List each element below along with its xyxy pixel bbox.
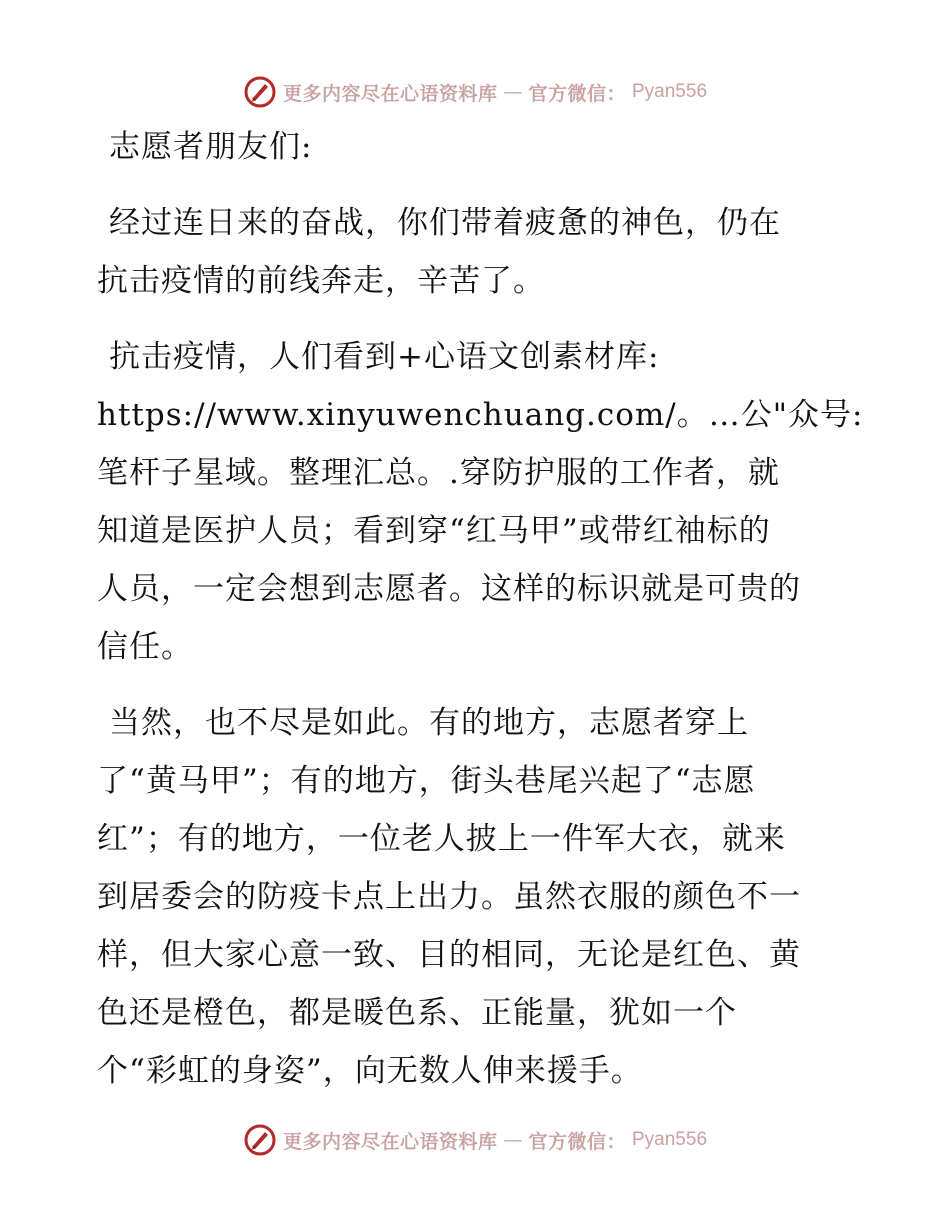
footer-wechat-label: 官方微信： xyxy=(528,1130,626,1153)
footer-wechat-id: Pyan556 xyxy=(632,1129,708,1150)
header-banner-separator: — xyxy=(503,81,523,103)
paragraph-3 xyxy=(97,694,857,1100)
paragraph-line: 个“彩虹的身姿”，向无数人伸来援手。 xyxy=(97,1053,643,1089)
header-wechat-label: 官方微信： xyxy=(528,82,626,105)
paragraph-line: 当然，也不尽是如此。有的地方，志愿者穿上 xyxy=(109,705,749,741)
paragraph-1 xyxy=(97,194,857,310)
paragraph-line: 抗击疫情，人们看到+心语文创素材库: xyxy=(109,339,660,375)
paragraph-line: 笔杆子星域。整理汇总。.穿防护服的工作者，就 xyxy=(97,455,780,491)
paragraph-2 xyxy=(97,328,864,676)
quill-seal-logo-icon xyxy=(243,1123,277,1157)
footer-banner-separator: — xyxy=(503,1129,523,1151)
paragraph-line: 到居委会的防疫卡点上出力。虽然衣服的颜色不一 xyxy=(97,879,801,915)
paragraph-line: 样，但大家心意一致、目的相同，无论是红色、黄 xyxy=(97,937,801,973)
footer-banner xyxy=(0,1120,950,1160)
header-banner xyxy=(0,72,950,112)
footer-banner-text: 更多内容尽在心语资料库 xyxy=(282,1130,498,1153)
paragraph-line: 知道是医护人员；看到穿“红马甲”或带红袖标的 xyxy=(97,513,771,549)
document-body xyxy=(97,118,864,1100)
paragraph-line: 抗击疫情的前线奔走，辛苦了。 xyxy=(97,263,545,299)
paragraph-line: 志愿者朋友们: xyxy=(109,129,313,165)
paragraph-line: 红”；有的地方，一位老人披上一件军大衣，就来 xyxy=(97,821,786,857)
header-wechat-id: Pyan556 xyxy=(632,81,708,102)
paragraph-line: https://www.xinyuwenchuang.com/。…公"众号: xyxy=(97,397,864,433)
paragraph-greeting xyxy=(97,118,857,176)
paragraph-line: 人员，一定会想到志愿者。这样的标识就是可贵的 xyxy=(97,571,801,607)
paragraph-line: 了“黄马甲”；有的地方，街头巷尾兴起了“志愿 xyxy=(97,763,756,799)
header-banner-text: 更多内容尽在心语资料库 xyxy=(282,82,498,105)
paragraph-line: 经过连日来的奋战，你们带着疲惫的神色，仍在 xyxy=(109,205,781,241)
quill-seal-logo-icon xyxy=(243,75,277,109)
paragraph-line: 信任。 xyxy=(97,629,193,665)
paragraph-line: 色还是橙色，都是暖色系、正能量，犹如一个 xyxy=(97,995,737,1031)
